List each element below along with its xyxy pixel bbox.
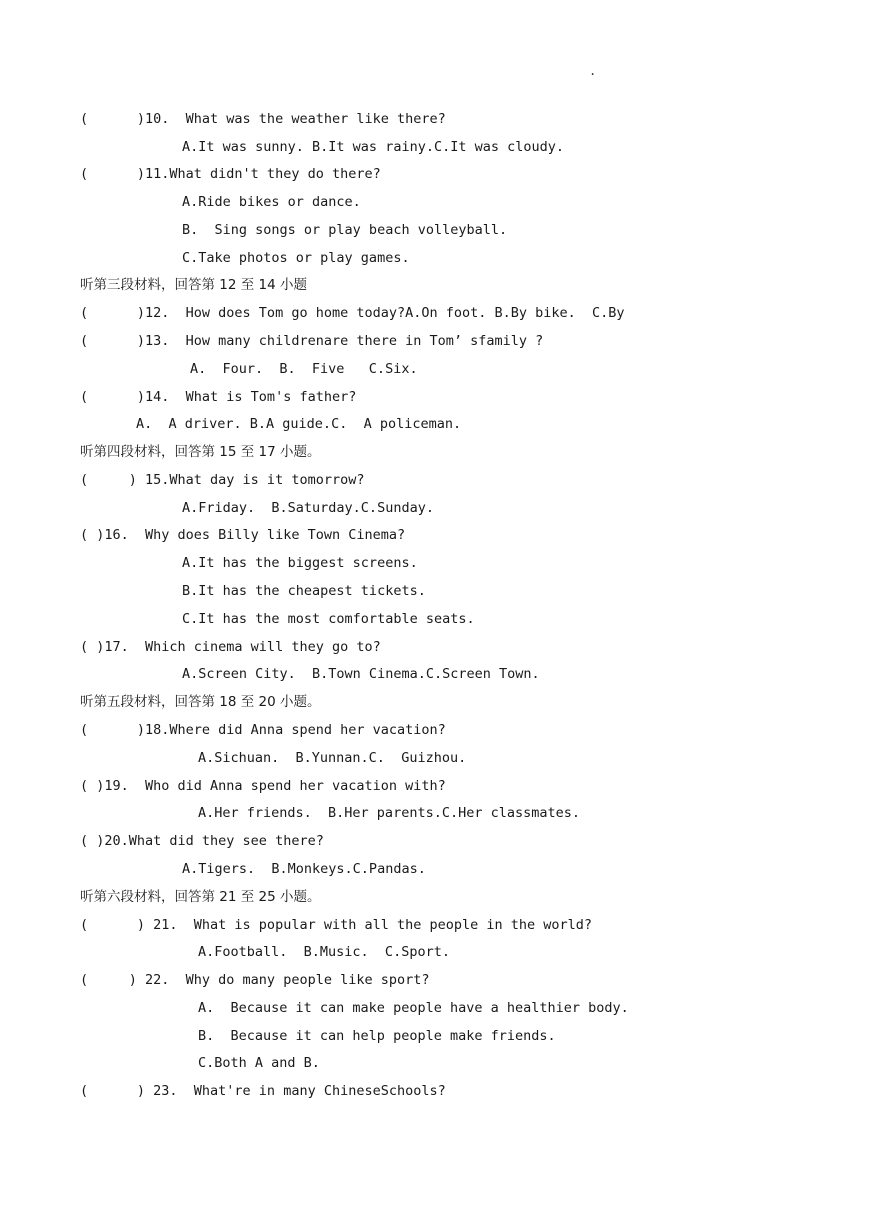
question-11-option-a: A.Ride bikes or dance. <box>182 194 361 210</box>
question-22-option-a: A. Because it can make people have a healthier body. <box>198 1000 629 1016</box>
section-5-heading: 听第五段材料，回答第 18 至 20 小题。 <box>80 694 321 710</box>
question-17: ( )17. Which cinema will they go to? <box>80 639 381 655</box>
question-23: ( ) 23. What're in many ChineseSchools? <box>80 1083 446 1099</box>
question-22: ( ) 22. Why do many people like sport? <box>80 972 430 988</box>
section-3-heading: 听第三段材料，回答第 12 至 14 小题 <box>80 277 308 293</box>
question-18-options: A.Sichuan. B.Yunnan.C. Guizhou. <box>198 750 467 766</box>
section-4-heading: 听第四段材料，回答第 15 至 17 小题。 <box>80 444 321 460</box>
question-14-options: A. A driver. B.A guide.C. A policeman. <box>136 416 462 432</box>
question-16-option-a: A.It has the biggest screens. <box>182 555 418 571</box>
section-6-heading: 听第六段材料，回答第 21 至 25 小题。 <box>80 889 321 905</box>
question-15: ( ) 15.What day is it tomorrow? <box>80 472 365 488</box>
question-16-option-b: B.It has the cheapest tickets. <box>182 583 426 599</box>
question-21-options: A.Football. B.Music. C.Sport. <box>198 944 450 960</box>
question-10: ( )10. What was the weather like there? <box>80 111 446 127</box>
question-22-option-b: B. Because it can help people make friends. <box>198 1028 556 1044</box>
question-16: ( )16. Why does Billy like Town Cinema? <box>80 527 406 543</box>
question-12: ( )12. How does Tom go home today?A.On foot. B.By bike. C.By <box>80 305 625 321</box>
question-13-options: A. Four. B. Five C.Six. <box>190 361 418 377</box>
question-19-options: A.Her friends. B.Her parents.C.Her classmates. <box>198 805 581 821</box>
page-dot-mark: . <box>589 64 597 78</box>
question-15-options: A.Friday. B.Saturday.C.Sunday. <box>182 500 434 516</box>
question-17-options: A.Screen City. B.Town Cinema.C.Screen Town. <box>182 666 540 682</box>
question-19: ( )19. Who did Anna spend her vacation with? <box>80 778 446 794</box>
question-20: ( )20.What did they see there? <box>80 833 324 849</box>
question-10-options: A.It was sunny. B.It was rainy.C.It was cloudy. <box>182 139 565 155</box>
question-11: ( )11.What didn't they do there? <box>80 166 381 182</box>
question-22-option-c: C.Both A and B. <box>198 1055 320 1071</box>
question-20-options: A.Tigers. B.Monkeys.C.Pandas. <box>182 861 426 877</box>
question-13: ( )13. How many childrenare there in Tom’ sfamily ? <box>80 333 544 349</box>
question-21: ( ) 21. What is popular with all the people in the world? <box>80 917 593 933</box>
question-11-option-b: B. Sing songs or play beach volleyball. <box>182 222 508 238</box>
question-18: ( )18.Where did Anna spend her vacation? <box>80 722 446 738</box>
question-14: ( )14. What is Tom's father? <box>80 389 357 405</box>
question-11-option-c: C.Take photos or play games. <box>182 250 410 266</box>
question-16-option-c: C.It has the most comfortable seats. <box>182 611 475 627</box>
